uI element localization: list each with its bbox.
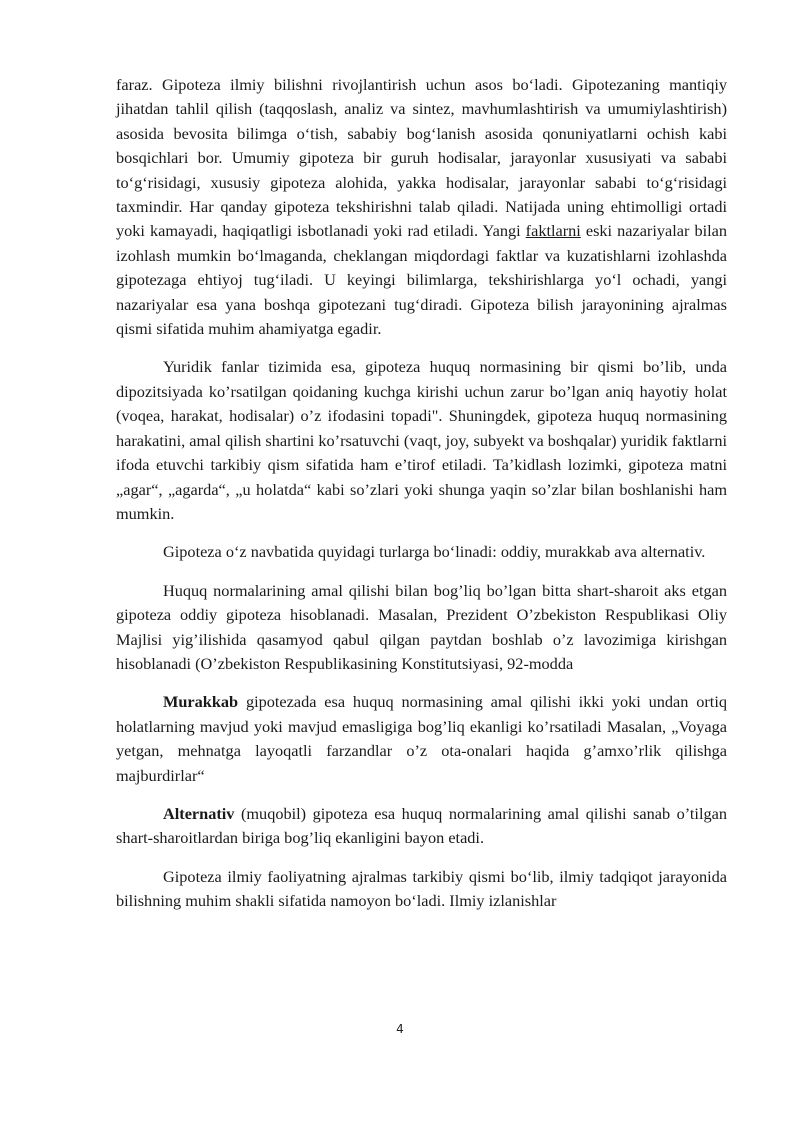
paragraph-hypothesis-types: Gipoteza o‘z navbatida quyidagi turlarga bo‘linadi: oddiy, murakkab ava alternativ. bbox=[163, 542, 706, 562]
paragraph-text: (muqobil) gipoteza esa huquq normalarining amal qilishi sanab o’tilgan shart-sharoitlardan biriga bog’liq ekanligini bayon etadi. bbox=[116, 803, 727, 848]
faktlarni-link[interactable]: faktlarni bbox=[525, 221, 581, 241]
paragraph-complex-hypothesis bbox=[116, 690, 727, 788]
term-murakkab: Murakkab bbox=[163, 692, 239, 712]
document-body bbox=[116, 73, 727, 914]
paragraph-text: faraz. Gipoteza ilmiy bilishni rivojlantirish uchun asos bo‘ladi. Gipotezaning mantiqiy jihatdan tahlil qilish (taqqoslash, analiz va sintez, mavhumlashtirish va umumiylashtirish) asosida bevosita bilimga o‘tish, sababiy bog‘lanish asosida qonuniyatlarni ochish kabi bosqichlari bor. Umumiy gipoteza bir guruh hodisalar, jarayonlar xususiyati va sababi to‘g‘risidagi, xususiy gipoteza alohida, yakka hodisalar, jarayonlar sababi to‘g‘risidagi taxmindir. Har qanday gipoteza tekshirishni talab qiladi. Natijada uning ehtimolligi ortadi yoki kamayadi, haqiqatligi isbotlanadi yoki rad etiladi. Yangi bbox=[116, 75, 727, 241]
paragraph-hypothesis-general bbox=[116, 73, 727, 341]
page-number: 4 bbox=[396, 1022, 404, 1036]
paragraph-text: eski nazariyalar bilan izohlash mumkin bo‘lmaganda, cheklangan miqdordagi faktlar va kuzatishlarni izohlashda gipotezaga ehtiyoj tug‘iladi. U keyingi bilimlarga, tekshirishlarga yo‘l ochadi, yangi nazariyalar esa yana boshqa gipotezani tug‘diradi. Gipoteza bilish jarayonining ajralmas qismi sifatida muhim ahamiyatga egadir. bbox=[116, 221, 728, 339]
term-alternativ: Alternativ bbox=[163, 803, 235, 823]
paragraph-text: gipotezada esa huquq normasining amal qilishi ikki yoki undan ortiq holatlarning mavjud yoki mavjud emasligiga bog’liq ekanligi ko’rsatiladi Masalan, „Voyaga yetgan, mehnatga layoqatli farzandlar o’z ota-onalari haqida g’amxo’rlik qilishga majburdirlar“ bbox=[116, 692, 727, 785]
paragraph-alternative-hypothesis bbox=[116, 802, 727, 851]
paragraph-legal-sciences: Yuridik fanlar tizimida esa, gipoteza huquq normasining bir qismi bo’lib, unda dipozitsiyada ko’rsatilgan qoidaning kuchga kirishi uchun zarur bo’lgan aniq hayotiy holat (voqea, harakat, hodisalar) o’z ifodasini topadi". Shuningdek, gipoteza huquq normasining harakatini, amal qilish shartini ko’rsatuvchi (vaqt, joy, subyekt va boshqalar) yuridik faktlarni ifoda etuvchi tarkibiy qism sifatida ham e’tirof etiladi. Ta’kidlash lozimki, gipoteza matni „agar“, „agarda“, „u holatda“ kabi so’zlari yoki shunga yaqin so’zlar bilan boshlanishi ham mumkin. bbox=[116, 357, 727, 523]
paragraph-scientific-activity: Gipoteza ilmiy faoliyatning ajralmas tarkibiy qismi bo‘lib, ilmiy tadqiqot jarayonida bilishning muhim shakli sifatida namoyon bo‘ladi. Ilmiy izlanishlar bbox=[116, 866, 727, 911]
paragraph-simple-hypothesis: Huquq normalarining amal qilishi bilan bog’liq bo’lgan bitta shart-sharoit aks etgan gipoteza oddiy gipoteza hisoblanadi. Masalan, Prezident O’zbekiston Respublikasi Oliy Majlisi yig’ilishida qasamyod qabul qilgan paytdan boshlab o’z lavozimiga kirishgan hisoblanadi (O’zbekiston Respublikasining Konstitutsiyasi, 92-modda bbox=[116, 580, 727, 673]
